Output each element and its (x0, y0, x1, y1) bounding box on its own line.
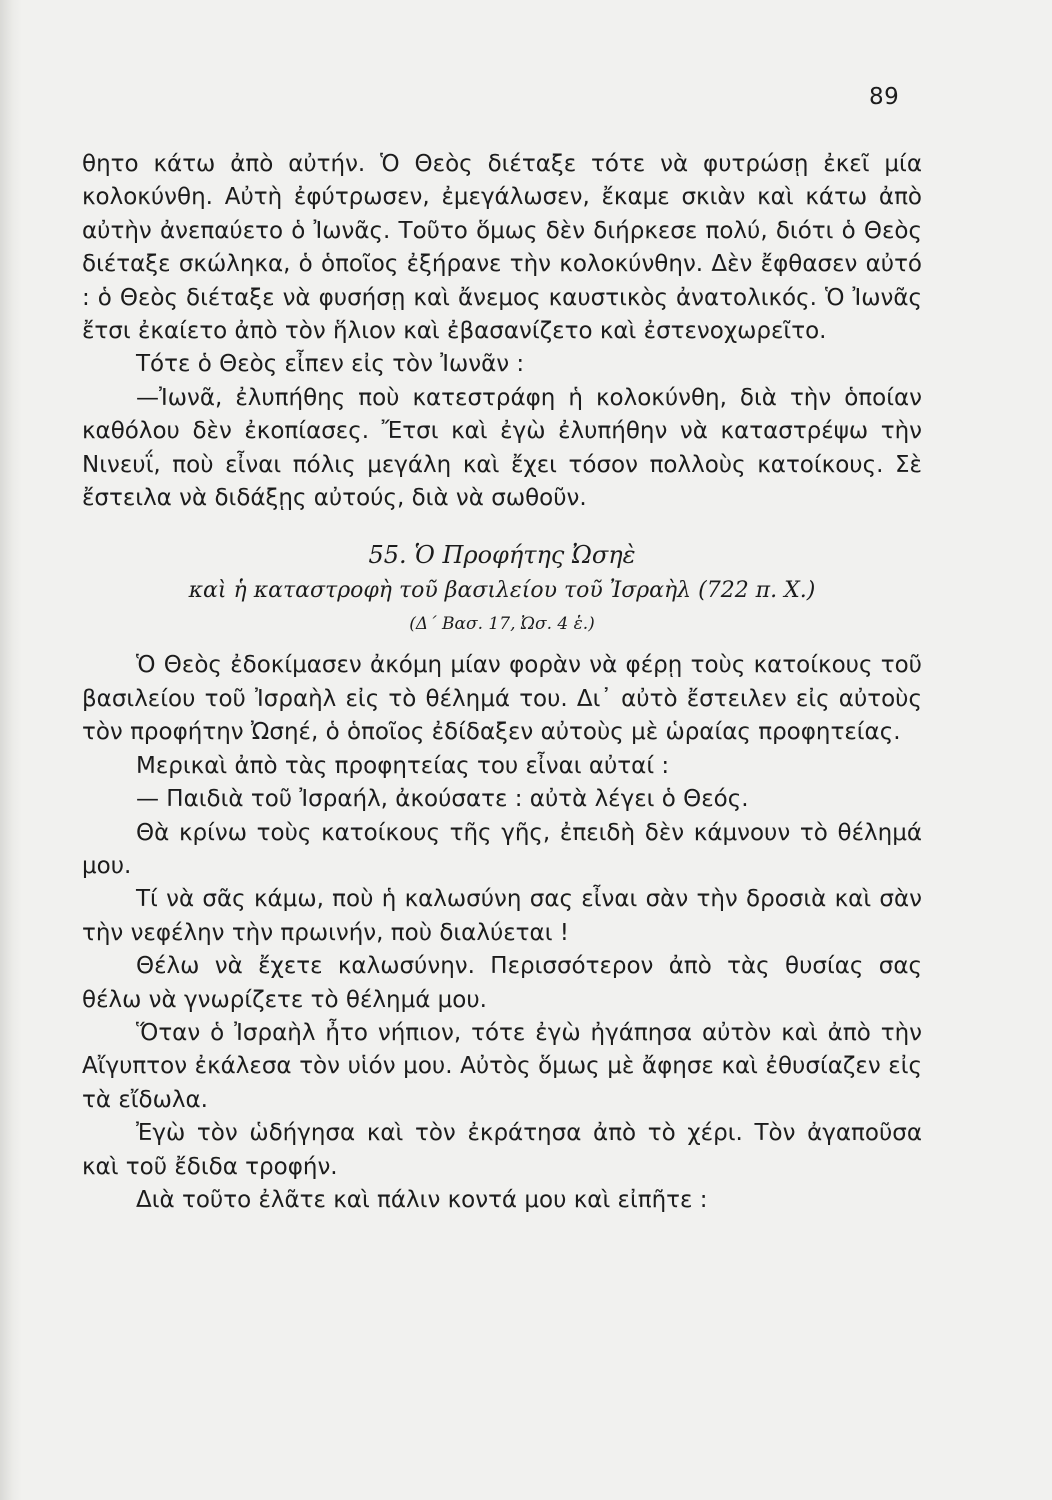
paragraph: Ὁ Θεὸς ἐδοκίμασεν ἀκόμη μίαν φορὰν νὰ φέρῃ τοὺς κατοίκους τοῦ βασιλείου τοῦ Ἰσραὴλ εἰς τὸ θέλημά του. Δι᾽ αὐτὸ ἔστειλεν εἰς αὐτοὺς τὸν προφήτην Ὠσηέ, ὁ ὁποῖος ἐδίδαξεν αὐτοὺς μὲ ὡραίας προφητείας. (82, 652, 922, 746)
paragraph: Ὅταν ὁ Ἰσραὴλ ἦτο νήπιον, τότε ἐγὼ ἠγάπησα αὐτὸν καὶ ἀπὸ τὴν Αἴγυπτον ἐκάλεσα τὸν υἱόν μου. Αὐτὸς ὅμως μὲ ἄφησε καὶ ἐθυσίαζεν εἰς τὰ εἴδωλα. (82, 1019, 922, 1113)
section-reference: (Δ΄ Βασ. 17, Ὠσ. 4 ἑ.) (409, 614, 595, 635)
paragraph: Θὰ κρίνω τοὺς κατοίκους τῆς γῆς, ἐπειδὴ δὲν κάμνουν τὸ θέλημά μου. (82, 819, 922, 879)
section-title: 55. Ὁ Προφήτης Ὠσηὲ (368, 541, 636, 570)
paragraph: —Ἰωνᾶ, ἐλυπήθης ποὺ κατεστράφη ἡ κολοκύνθη, διὰ τὴν ὁποίαν καθόλου δὲν ἐκοπίασες. Ἔτσι καὶ ἐγὼ ἐλυπήθην νὰ καταστρέψω τὴν Νινευΐ, ποὺ εἶναι πόλις μεγάλη καὶ ἔχει τόσον πολλοὺς κατοίκους. Σὲ ἔστειλα νὰ διδάξῃς αὐτούς, διὰ νὰ σωθοῦν. (82, 384, 922, 512)
paragraph: — Παιδιὰ τοῦ Ἰσραήλ, ἀκούσατε : αὐτὰ λέγει ὁ Θεός. (136, 786, 749, 813)
page-body (82, 148, 922, 1217)
paragraph: Τότε ὁ Θεὸς εἶπεν εἰς τὸν Ἰωνᾶν : (136, 351, 525, 378)
section-body (82, 649, 922, 1217)
paragraph: Τί νὰ σᾶς κάμω, ποὺ ἡ καλωσύνη σας εἶναι σὰν τὴν δροσιὰ καὶ σὰν τὴν νεφέλην τὴν πρωινήν, ποὺ διαλύεται ! (82, 886, 922, 946)
section-heading (82, 537, 922, 639)
section-subtitle: καὶ ἡ καταστροφὴ τοῦ βασιλείου τοῦ Ἰσραὴλ (722 π. Χ.) (188, 578, 816, 604)
paragraph: θητο κάτω ἀπὸ αὐτήν. Ὁ Θεὸς διέταξε τότε νὰ φυτρώσῃ ἐκεῖ μία κολοκύνθη. Αὐτὴ ἐφύτρωσεν, ἐμεγάλωσεν, ἔκαμε σκιὰν καὶ κάτω ἀπὸ αὐτὴν ἀνεπαύετο ὁ Ἰωνᾶς. Τοῦτο ὅμως δὲν διήρκεσε πολύ, διότι ὁ Θεὸς διέταξε σκώληκα, ὁ ὁποῖος ἐξήρανε τὴν κολοκύνθην. Δὲν ἔφθασεν αὐτό : ὁ Θεὸς διέταξε νὰ φυσήσῃ καὶ ἄνεμος καυστικὸς ἀνατολικός. Ὁ Ἰωνᾶς ἔτσι ἐκαίετο ἀπὸ τὸν ἥλιον καὶ ἐβασανίζετο καὶ ἐστενοχωρεῖτο. (82, 151, 922, 345)
scan-edge-shadow (0, 0, 22, 1500)
paragraph: Μερικαὶ ἀπὸ τὰς προφητείας του εἶναι αὐταί : (136, 752, 670, 779)
paragraph: Θέλω νὰ ἔχετε καλωσύνην. Περισσότερον ἀπὸ τὰς θυσίας σας θέλω νὰ γνωρίζετε τὸ θέλημά μου. (82, 953, 922, 1013)
paragraph: Ἐγὼ τὸν ὡδήγησα καὶ τὸν ἐκράτησα ἀπὸ τὸ χέρι. Τὸν ἀγαποῦσα καὶ τοῦ ἔδιδα τροφήν. (82, 1120, 922, 1180)
page-number: 89 (869, 84, 900, 110)
paragraph: Διὰ τοῦτο ἐλᾶτε καὶ πάλιν κοντά μου καὶ εἰπῆτε : (136, 1186, 708, 1213)
